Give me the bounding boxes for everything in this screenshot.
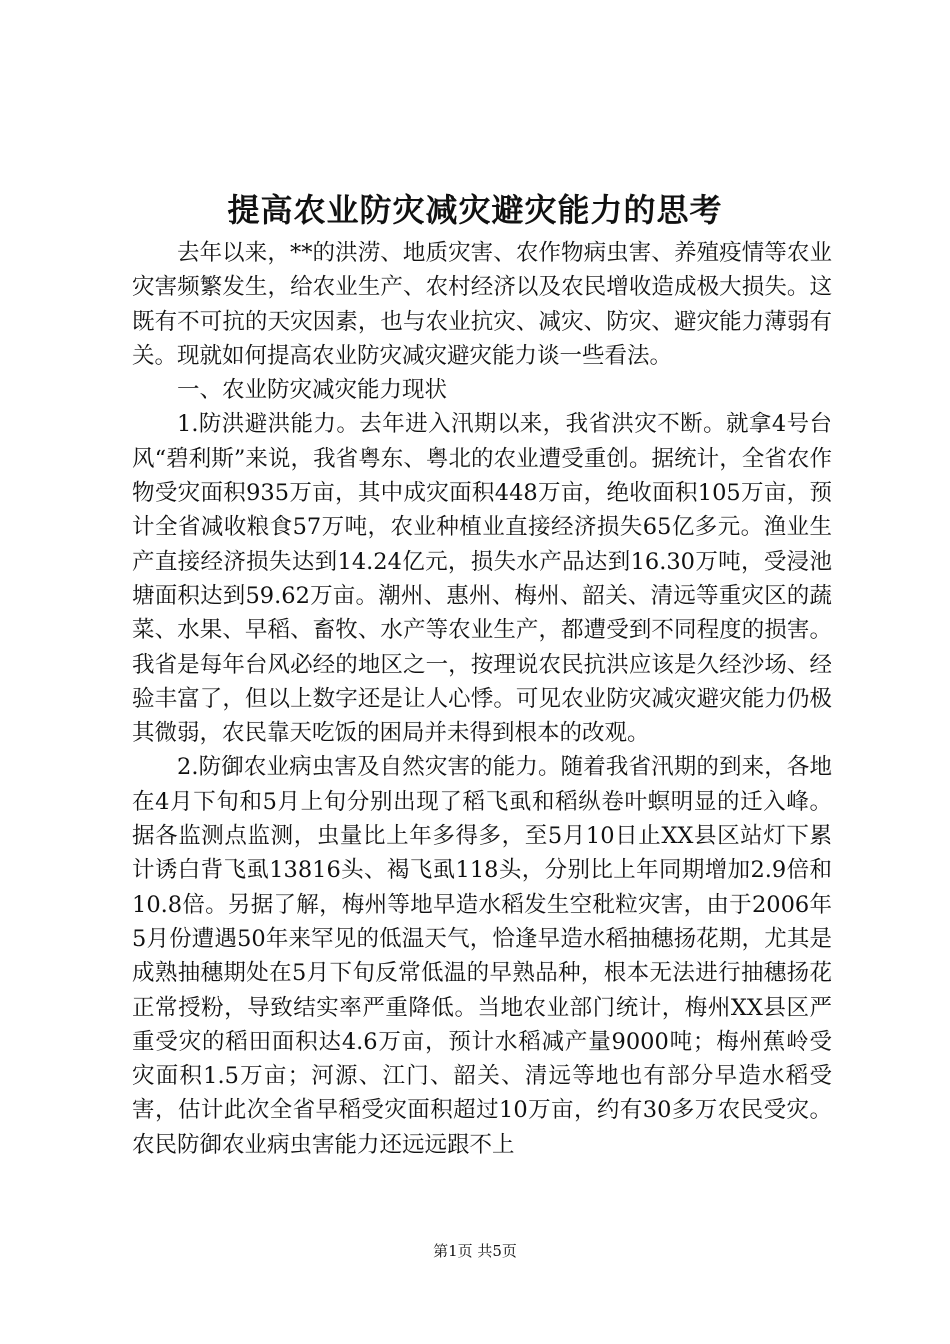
document-title: 提高农业防灾减灾避灾能力的思考 (227, 191, 723, 229)
paragraph-intro: 去年以来，**的洪涝、地质灾害、农作物病虫害、养殖疫情等农业灾害频繁发生，给农业生产、农村经济以及农民增收造成极大损失。这既有不可抗的天灾因素，也与农业抗灾、减灾、防灾、避灾能力薄弱有关。现就如何提高农业防灾减灾避灾能力谈一些看法。 (132, 240, 832, 369)
page-footer: 第1页 共5页 (433, 1242, 517, 1260)
document-body (132, 236, 832, 1162)
paragraph-flood: 1.防洪避洪能力。去年进入汛期以来，我省洪灾不断。就拿4号台风“碧利斯”来说，我省粤东、粤北的农业遭受重创。据统计，全省农作物受灾面积935万亩，其中成灾面积448万亩，绝收面积105万亩，预计全省减收粮食57万吨，农业种植业直接经济损失65亿多元。渔业生产直接经济损失达到14.24亿元，损失水产品达到16.30万吨，受浸池塘面积达到59.62万亩。潮州、惠州、梅州、韶关、清远等重灾区的蔬菜、水果、早稻、畜牧、水产等农业生产，都遭受到不同程度的损害。我省是每年台风必经的地区之一，按理说农民抗洪应该是久经沙场、经验丰富了，但以上数字还是让人心悸。可见农业防灾减灾避灾能力仍极其微弱，农民靠天吃饭的困局并未得到根本的改观。 (132, 411, 832, 747)
section-heading: 一、农业防灾减灾能力现状 (177, 377, 448, 404)
paragraph-pest: 2.防御农业病虫害及自然灾害的能力。随着我省汛期的到来，各地在4月下旬和5月上旬分别出现了稻飞虱和稻纵卷叶螟明显的迁入峰。据各监测点监测，虫量比上年多得多，至5月10日止XX县区站灯下累计诱白背飞虱13816头、褐飞虱118头，分别比上年同期增加2.9倍和10.8倍。另据了解，梅州等地早造水稻发生空秕粒灾害，由于2006年5月份遭遇50年来罕见的低温天气，恰逢早造水稻抽穗扬花期，尤其是成熟抽穗期处在5月下旬反常低温的早熟品种，根本无法进行抽穗扬花正常授粉，导致结实率严重降低。当地农业部门统计，梅州XX县区严重受灾的稻田面积达4.6万亩，预计水稻减产量9000吨；梅州蕉岭受灾面积1.5万亩；河源、江门、韶关、清远等地也有部分早造水稻受害，估计此次全省早稻受灾面积超过10万亩，约有30多万农民受灾。农民防御农业病虫害能力还远远跟不上 (132, 754, 832, 1158)
